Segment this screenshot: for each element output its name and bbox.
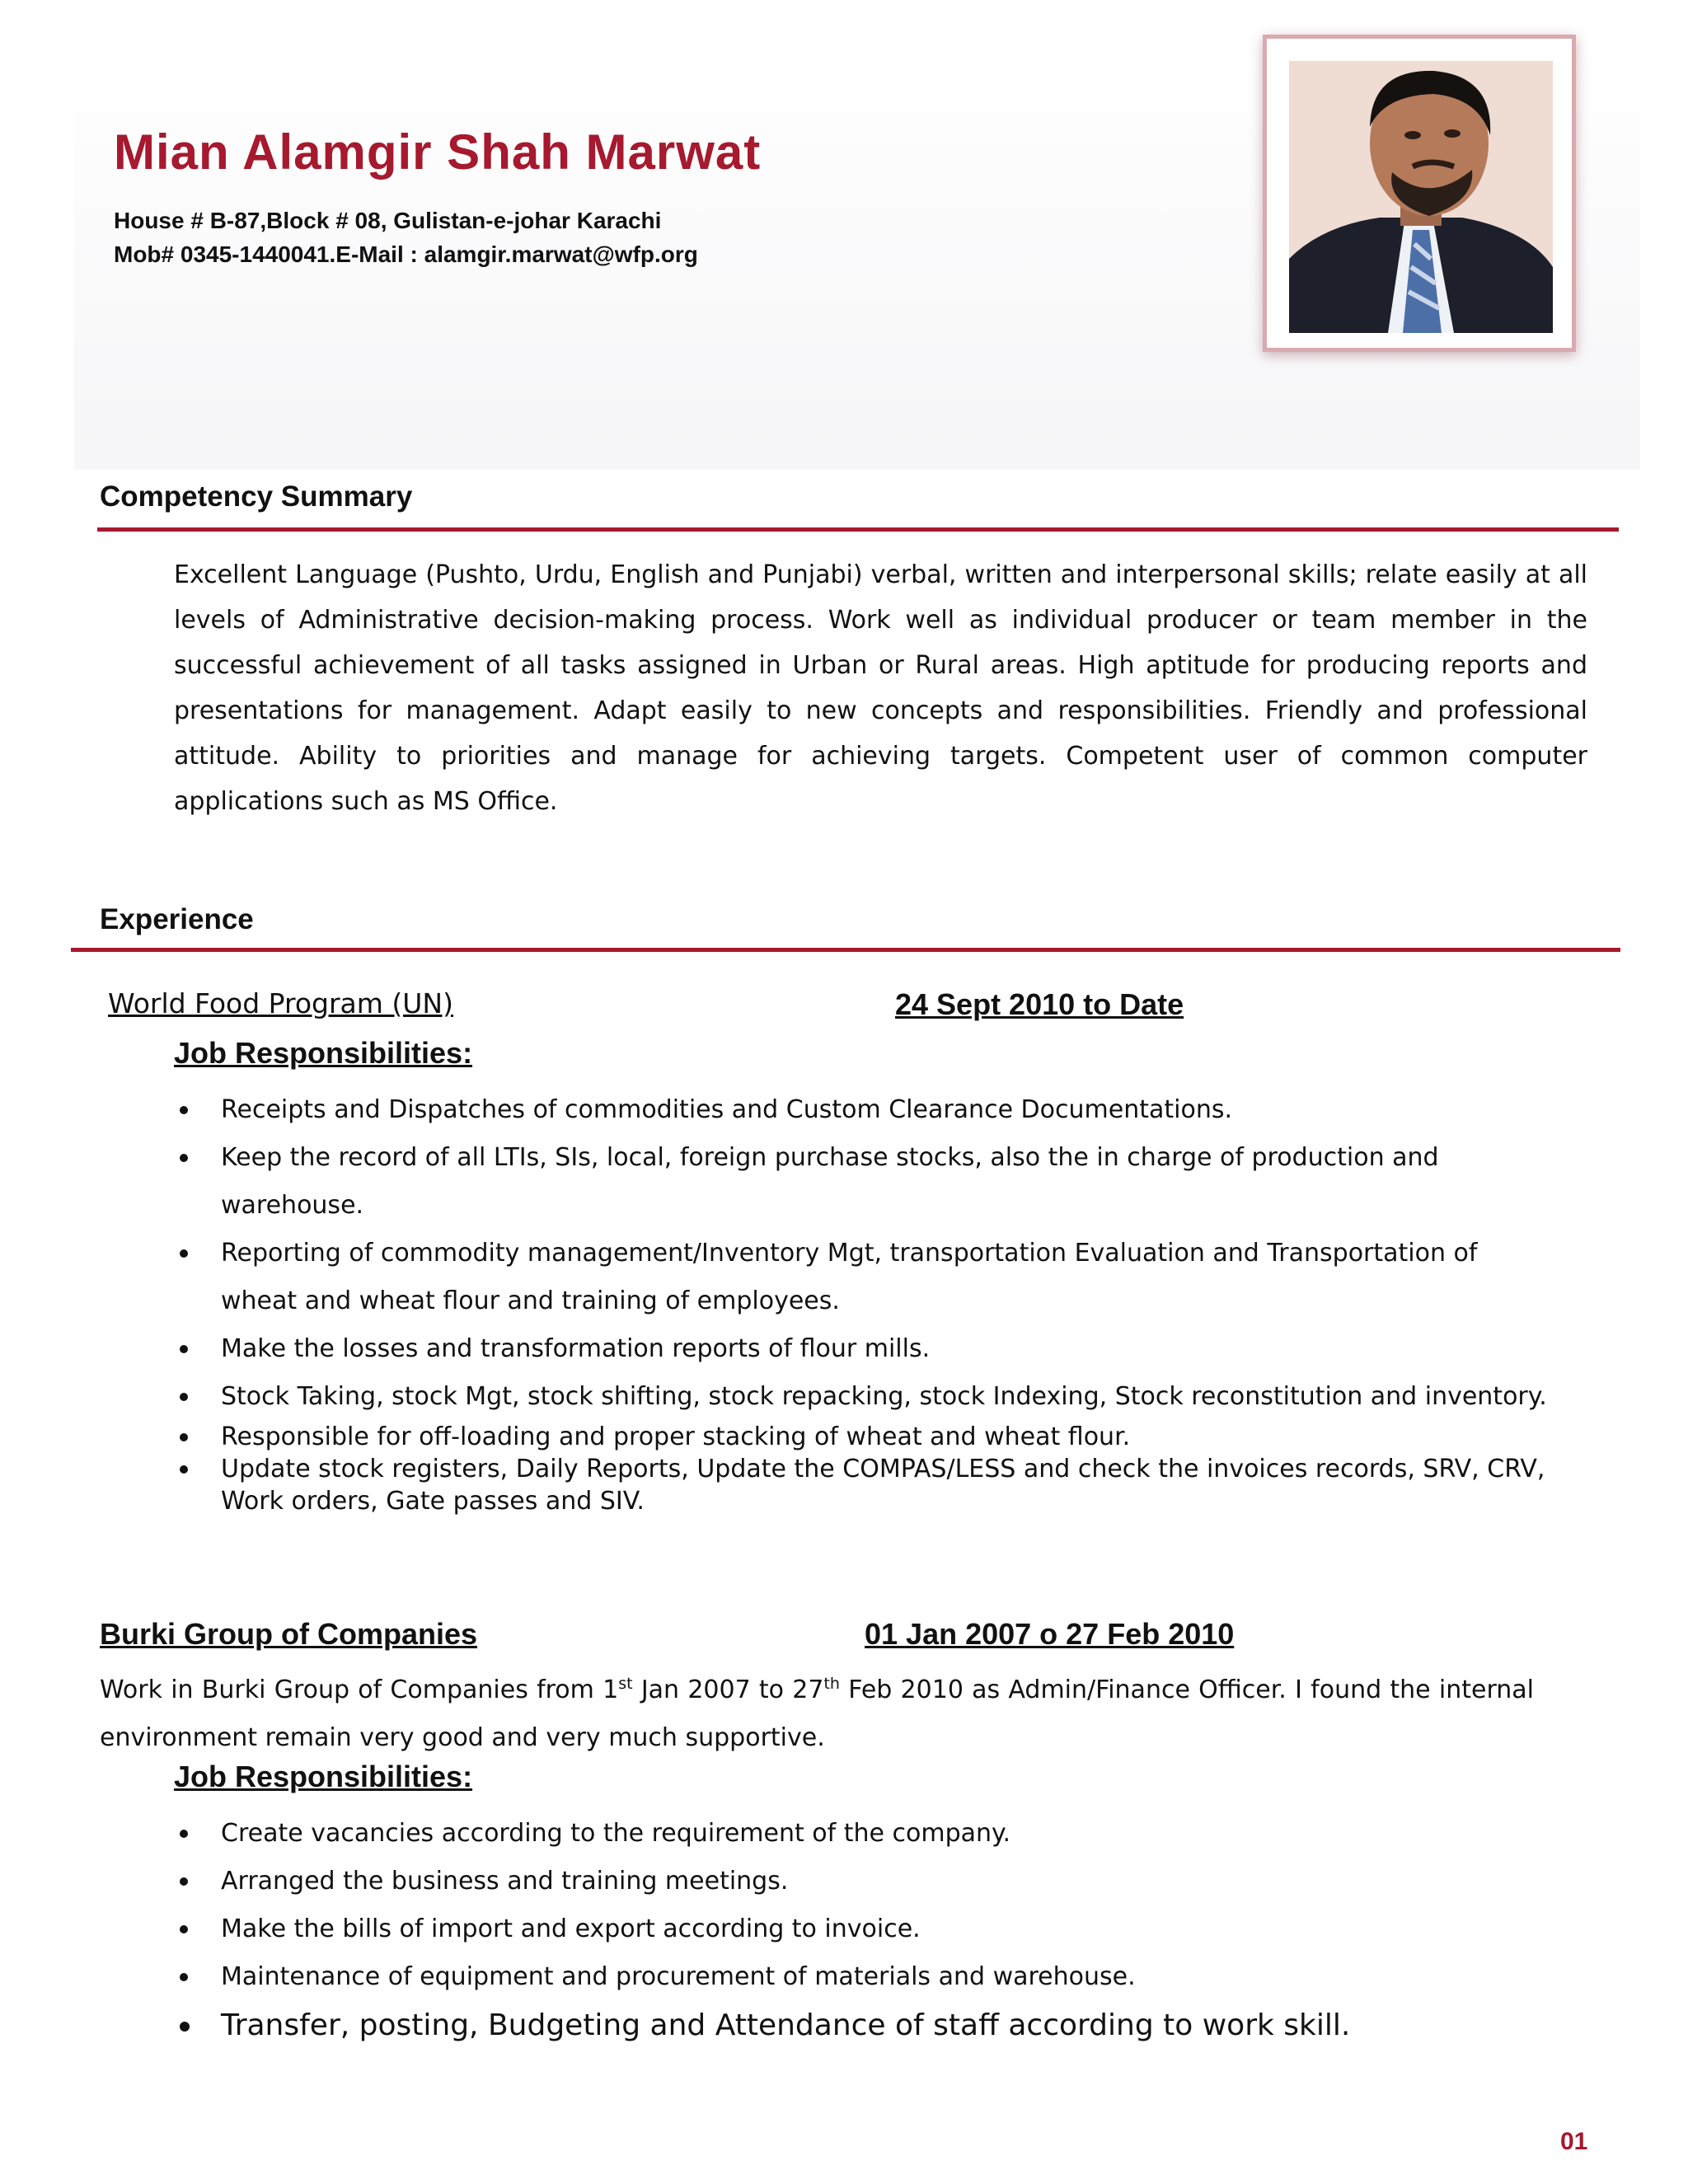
job1-responsibilities-heading: Job Responsibilities: [174, 1036, 473, 1070]
list-item: Keep the record of all LTIs, SIs, local, foreign purchase stocks, also the in charge of production and warehouse. [221, 1134, 1556, 1230]
list-item: Maintenance of equipment and procurement of materials and warehouse. [221, 1953, 1556, 2001]
job2-organization: Burki Group of Companies [100, 1617, 478, 1651]
profile-photo [1289, 61, 1553, 333]
competency-summary-text: Excellent Language (Pushto, Urdu, English and Punjabi) verbal, written and interpersonal skills; relate easily at all levels of Administrative decision-making process. Work well as individual producer or team member in the successful achievement of all tasks assigned in Urban or Rural areas. High aptitude for producing reports and presentations for management. Adapt easily to new concepts and responsibilities. Friendly and professional attitude. Ability to priorities and manage for achieving targets. Competent user of common computer applications such as MS Office. [174, 560, 1587, 816]
job1-organization: World Food Program (UN) [108, 987, 453, 1019]
competency-summary-heading: Competency Summary [100, 480, 413, 513]
job1-dates: 24 Sept 2010 to Date [895, 987, 1184, 1021]
job2-responsibilities-list [221, 1810, 1556, 2050]
contact-line: Mob# 0345-1440041.E-Mail : alamgir.marwat@wfp.org [114, 241, 698, 267]
list-item: Receipts and Dispatches of commodities and Custom Clearance Documentations. [221, 1086, 1556, 1134]
candidate-name: Mian Alamgir Shah Marwat [114, 124, 762, 180]
list-item: Transfer, posting, Budgeting and Attendance of staff according to work skill. [221, 2001, 1556, 2050]
portrait-illustration [1289, 61, 1553, 333]
job2-intro: Work in Burki Group of Companies from 1st Jan 2007 to 27th Feb 2010 as Admin/Finance Officer. I found the internal environment remain very good and very much supportive. [100, 1675, 1534, 1752]
experience-divider [71, 948, 1620, 952]
list-item: Arranged the business and training meetings. [221, 1858, 1556, 1905]
list-item: Responsible for off-loading and proper stacking of wheat and wheat flour. [221, 1421, 1556, 1453]
job1-responsibilities-list [221, 1086, 1556, 1517]
list-item: Reporting of commodity management/Inventory Mgt, transportation Evaluation and Transportation of wheat and wheat flour and training of employees. [221, 1230, 1556, 1325]
profile-photo-frame [1263, 35, 1576, 352]
competency-divider [97, 527, 1619, 532]
list-item: Stock Taking, stock Mgt, stock shifting, stock repacking, stock Indexing, Stock reconstitution and inventory. [221, 1373, 1556, 1421]
list-item: Make the losses and transformation reports of flour mills. [221, 1325, 1556, 1373]
experience-heading: Experience [100, 903, 254, 935]
page-number: 01 [1560, 2128, 1588, 2155]
job2-responsibilities-heading: Job Responsibilities: [174, 1760, 473, 1793]
job2-dates: 01 Jan 2007 o 27 Feb 2010 [865, 1617, 1235, 1651]
address-line: House # B-87,Block # 08, Gulistan-e-johar Karachi [114, 208, 662, 233]
list-item: Make the bills of import and export according to invoice. [221, 1905, 1556, 1953]
list-item: Create vacancies according to the requirement of the company. [221, 1810, 1556, 1858]
list-item: Update stock registers, Daily Reports, Update the COMPAS/LESS and check the invoices records, SRV, CRV, Work orders, Gate passes and SIV. [221, 1453, 1556, 1517]
